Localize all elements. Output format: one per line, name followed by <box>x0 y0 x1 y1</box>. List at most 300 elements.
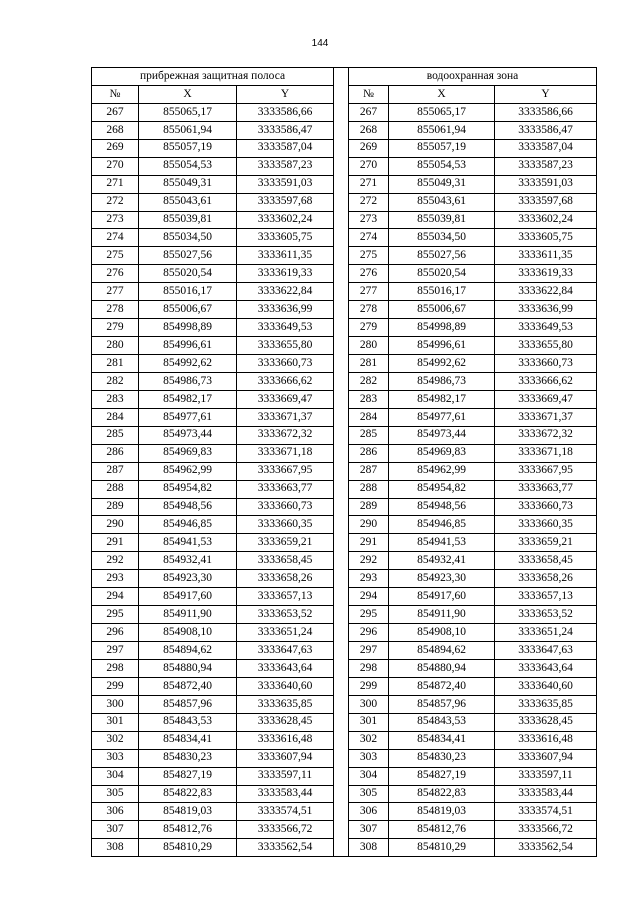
left-point-number: 273 <box>92 211 139 229</box>
column-gap <box>334 480 349 498</box>
left-x-coordinate: 854830,23 <box>139 749 237 767</box>
right-point-number: 280 <box>349 337 389 355</box>
right-point-number: 297 <box>349 642 389 660</box>
column-gap <box>334 785 349 803</box>
table-row <box>92 301 597 319</box>
left-y-coordinate: 3333607,94 <box>237 749 334 767</box>
right-point-number: 278 <box>349 301 389 319</box>
right-point-number: 282 <box>349 372 389 390</box>
right-point-number: 285 <box>349 426 389 444</box>
table-row <box>92 139 597 157</box>
right-x-coordinate: 855034,50 <box>389 229 495 247</box>
right-y-coordinate: 3333636,99 <box>495 301 597 319</box>
left-y-coordinate: 3333635,85 <box>237 695 334 713</box>
table-row <box>92 749 597 767</box>
left-y-coordinate: 3333640,60 <box>237 677 334 695</box>
right-x-coordinate: 854932,41 <box>389 552 495 570</box>
right-x-coordinate: 854908,10 <box>389 624 495 642</box>
right-x-coordinate: 854948,56 <box>389 498 495 516</box>
left-y-coordinate: 3333586,47 <box>237 121 334 139</box>
table-row <box>92 785 597 803</box>
table-row <box>92 247 597 265</box>
right-x-coordinate: 854992,62 <box>389 355 495 373</box>
right-point-number: 296 <box>349 624 389 642</box>
left-x-coordinate: 854812,76 <box>139 821 237 839</box>
left-point-number: 293 <box>92 570 139 588</box>
right-y-coordinate: 3333607,94 <box>495 749 597 767</box>
right-point-number: 300 <box>349 695 389 713</box>
left-point-number: 267 <box>92 103 139 121</box>
right-x-coordinate: 854982,17 <box>389 390 495 408</box>
right-x-coordinate: 855020,54 <box>389 265 495 283</box>
left-x-coordinate: 854911,90 <box>139 606 237 624</box>
right-point-number: 273 <box>349 211 389 229</box>
table-row <box>92 659 597 677</box>
left-point-number: 291 <box>92 534 139 552</box>
right-point-number: 272 <box>349 193 389 211</box>
left-point-number: 308 <box>92 839 139 857</box>
column-gap <box>334 121 349 139</box>
table-row <box>92 839 597 857</box>
right-y-coordinate: 3333562,54 <box>495 839 597 857</box>
right-x-coordinate: 854941,53 <box>389 534 495 552</box>
left-x-coordinate: 854834,41 <box>139 731 237 749</box>
right-y-coordinate: 3333658,45 <box>495 552 597 570</box>
left-point-number: 294 <box>92 588 139 606</box>
left-y-coordinate: 3333657,13 <box>237 588 334 606</box>
table-row <box>92 642 597 660</box>
left-x-coordinate: 854908,10 <box>139 624 237 642</box>
left-point-number: 268 <box>92 121 139 139</box>
left-x-coordinate: 854894,62 <box>139 642 237 660</box>
right-point-number: 267 <box>349 103 389 121</box>
table-row <box>92 462 597 480</box>
right-point-number: 284 <box>349 408 389 426</box>
left-y-coordinate: 3333591,03 <box>237 175 334 193</box>
left-y-coordinate: 3333628,45 <box>237 713 334 731</box>
right-y-coordinate: 3333651,24 <box>495 624 597 642</box>
left-x-coordinate: 854969,83 <box>139 444 237 462</box>
left-x-coordinate: 854992,62 <box>139 355 237 373</box>
left-y-coordinate: 3333616,48 <box>237 731 334 749</box>
right-x-coordinate: 855006,67 <box>389 301 495 319</box>
left-point-number: 305 <box>92 785 139 803</box>
left-point-number: 275 <box>92 247 139 265</box>
right-x-coordinate: 854819,03 <box>389 803 495 821</box>
table-row <box>92 534 597 552</box>
left-point-number: 289 <box>92 498 139 516</box>
table-row <box>92 265 597 283</box>
right-point-number: 283 <box>349 390 389 408</box>
table-row <box>92 498 597 516</box>
right-y-coordinate: 3333653,52 <box>495 606 597 624</box>
right-y-coordinate: 3333667,95 <box>495 462 597 480</box>
table-row <box>92 624 597 642</box>
right-point-number: 270 <box>349 157 389 175</box>
right-x-coordinate: 854998,89 <box>389 319 495 337</box>
column-gap <box>334 695 349 713</box>
table-row <box>92 731 597 749</box>
left-x-coordinate: 855016,17 <box>139 283 237 301</box>
right-point-number: 292 <box>349 552 389 570</box>
left-point-number: 271 <box>92 175 139 193</box>
left-x-coordinate: 854827,19 <box>139 767 237 785</box>
right-point-number: 303 <box>349 749 389 767</box>
table-row <box>92 193 597 211</box>
right-point-number: 305 <box>349 785 389 803</box>
right-x-coordinate: 854834,41 <box>389 731 495 749</box>
column-gap <box>334 516 349 534</box>
right-x-coordinate: 854969,83 <box>389 444 495 462</box>
left-y-coordinate: 3333583,44 <box>237 785 334 803</box>
left-section-title: прибрежная защитная полоса <box>92 68 334 86</box>
right-point-number: 307 <box>349 821 389 839</box>
left-y-coordinate: 3333619,33 <box>237 265 334 283</box>
right-section-title: водоохранная зона <box>349 68 597 86</box>
right-y-coordinate: 3333587,04 <box>495 139 597 157</box>
right-x-coordinate: 855049,31 <box>389 175 495 193</box>
coordinates-table <box>91 67 597 857</box>
left-point-number: 301 <box>92 713 139 731</box>
right-x-coordinate: 854857,96 <box>389 695 495 713</box>
column-gap <box>334 498 349 516</box>
left-point-number: 304 <box>92 767 139 785</box>
left-x-coordinate: 855061,94 <box>139 121 237 139</box>
left-y-coordinate: 3333658,45 <box>237 552 334 570</box>
right-y-coordinate: 3333671,37 <box>495 408 597 426</box>
table-row <box>92 372 597 390</box>
right-point-number: 294 <box>349 588 389 606</box>
left-y-coordinate: 3333659,21 <box>237 534 334 552</box>
left-x-coordinate: 855057,19 <box>139 139 237 157</box>
right-y-coordinate: 3333574,51 <box>495 803 597 821</box>
right-y-coordinate: 3333669,47 <box>495 390 597 408</box>
left-header-y: Y <box>237 85 334 103</box>
right-point-number: 299 <box>349 677 389 695</box>
table-row <box>92 408 597 426</box>
column-gap <box>334 139 349 157</box>
left-x-coordinate: 854973,44 <box>139 426 237 444</box>
left-x-coordinate: 854917,60 <box>139 588 237 606</box>
left-x-coordinate: 854986,73 <box>139 372 237 390</box>
right-y-coordinate: 3333622,84 <box>495 283 597 301</box>
column-gap <box>334 211 349 229</box>
right-y-coordinate: 3333587,23 <box>495 157 597 175</box>
right-x-coordinate: 854962,99 <box>389 462 495 480</box>
right-x-coordinate: 854894,62 <box>389 642 495 660</box>
right-point-number: 274 <box>349 229 389 247</box>
left-x-coordinate: 854819,03 <box>139 803 237 821</box>
left-point-number: 290 <box>92 516 139 534</box>
column-gap <box>334 265 349 283</box>
left-point-number: 296 <box>92 624 139 642</box>
left-y-coordinate: 3333611,35 <box>237 247 334 265</box>
column-gap <box>334 444 349 462</box>
right-x-coordinate: 854986,73 <box>389 372 495 390</box>
left-x-coordinate: 854946,85 <box>139 516 237 534</box>
column-gap <box>334 372 349 390</box>
left-x-coordinate: 854857,96 <box>139 695 237 713</box>
right-point-number: 301 <box>349 713 389 731</box>
right-point-number: 286 <box>349 444 389 462</box>
left-x-coordinate: 855065,17 <box>139 103 237 121</box>
left-y-coordinate: 3333669,47 <box>237 390 334 408</box>
right-point-number: 281 <box>349 355 389 373</box>
left-y-coordinate: 3333587,23 <box>237 157 334 175</box>
column-gap <box>334 767 349 785</box>
right-y-coordinate: 3333605,75 <box>495 229 597 247</box>
right-point-number: 275 <box>349 247 389 265</box>
right-y-coordinate: 3333671,18 <box>495 444 597 462</box>
left-point-number: 276 <box>92 265 139 283</box>
right-y-coordinate: 3333660,73 <box>495 355 597 373</box>
right-point-number: 290 <box>349 516 389 534</box>
column-gap <box>334 193 349 211</box>
left-x-coordinate: 854923,30 <box>139 570 237 588</box>
column-gap <box>334 713 349 731</box>
right-y-coordinate: 3333611,35 <box>495 247 597 265</box>
column-gap <box>334 103 349 121</box>
column-gap <box>334 408 349 426</box>
column-gap <box>334 749 349 767</box>
right-x-coordinate: 855061,94 <box>389 121 495 139</box>
left-x-coordinate: 855027,56 <box>139 247 237 265</box>
left-y-coordinate: 3333655,80 <box>237 337 334 355</box>
right-header-x: X <box>389 85 495 103</box>
right-x-coordinate: 854996,61 <box>389 337 495 355</box>
column-gap <box>334 337 349 355</box>
table-row <box>92 677 597 695</box>
table-row <box>92 713 597 731</box>
right-x-coordinate: 855065,17 <box>389 103 495 121</box>
left-x-coordinate: 854962,99 <box>139 462 237 480</box>
left-x-coordinate: 855020,54 <box>139 265 237 283</box>
left-x-coordinate: 854932,41 <box>139 552 237 570</box>
left-y-coordinate: 3333660,73 <box>237 498 334 516</box>
right-x-coordinate: 854827,19 <box>389 767 495 785</box>
table-row <box>92 803 597 821</box>
left-y-coordinate: 3333597,11 <box>237 767 334 785</box>
table-row <box>92 695 597 713</box>
right-y-coordinate: 3333660,35 <box>495 516 597 534</box>
column-gap <box>334 247 349 265</box>
column-gap <box>334 659 349 677</box>
right-point-number: 298 <box>349 659 389 677</box>
right-y-coordinate: 3333660,73 <box>495 498 597 516</box>
right-header-number: № <box>349 85 389 103</box>
right-x-coordinate: 854810,29 <box>389 839 495 857</box>
left-x-coordinate: 854941,53 <box>139 534 237 552</box>
left-x-coordinate: 854810,29 <box>139 839 237 857</box>
right-y-coordinate: 3333657,13 <box>495 588 597 606</box>
left-x-coordinate: 855039,81 <box>139 211 237 229</box>
right-y-coordinate: 3333655,80 <box>495 337 597 355</box>
left-x-coordinate: 854843,53 <box>139 713 237 731</box>
left-point-number: 307 <box>92 821 139 839</box>
right-x-coordinate: 855054,53 <box>389 157 495 175</box>
right-point-number: 304 <box>349 767 389 785</box>
right-x-coordinate: 854880,94 <box>389 659 495 677</box>
right-x-coordinate: 855039,81 <box>389 211 495 229</box>
left-x-coordinate: 854822,83 <box>139 785 237 803</box>
left-point-number: 278 <box>92 301 139 319</box>
column-gap <box>334 390 349 408</box>
column-gap <box>334 68 349 86</box>
right-point-number: 279 <box>349 319 389 337</box>
column-gap <box>334 462 349 480</box>
right-x-coordinate: 854977,61 <box>389 408 495 426</box>
table-row <box>92 211 597 229</box>
right-y-coordinate: 3333591,03 <box>495 175 597 193</box>
left-point-number: 281 <box>92 355 139 373</box>
right-x-coordinate: 854917,60 <box>389 588 495 606</box>
table-row <box>92 552 597 570</box>
left-point-number: 295 <box>92 606 139 624</box>
left-x-coordinate: 854880,94 <box>139 659 237 677</box>
left-y-coordinate: 3333653,52 <box>237 606 334 624</box>
table-row <box>92 480 597 498</box>
right-x-coordinate: 854822,83 <box>389 785 495 803</box>
right-y-coordinate: 3333635,85 <box>495 695 597 713</box>
column-gap <box>334 588 349 606</box>
left-point-number: 270 <box>92 157 139 175</box>
table-row <box>92 319 597 337</box>
left-point-number: 280 <box>92 337 139 355</box>
left-y-coordinate: 3333605,75 <box>237 229 334 247</box>
column-gap <box>334 677 349 695</box>
right-y-coordinate: 3333586,66 <box>495 103 597 121</box>
right-y-coordinate: 3333586,47 <box>495 121 597 139</box>
left-y-coordinate: 3333660,35 <box>237 516 334 534</box>
column-gap <box>334 175 349 193</box>
left-y-coordinate: 3333636,99 <box>237 301 334 319</box>
table-row <box>92 516 597 534</box>
left-y-coordinate: 3333647,63 <box>237 642 334 660</box>
column-gap <box>334 283 349 301</box>
left-point-number: 283 <box>92 390 139 408</box>
column-gap <box>334 229 349 247</box>
right-point-number: 302 <box>349 731 389 749</box>
table-row <box>92 588 597 606</box>
left-y-coordinate: 3333651,24 <box>237 624 334 642</box>
right-x-coordinate: 855043,61 <box>389 193 495 211</box>
left-x-coordinate: 854982,17 <box>139 390 237 408</box>
table-row <box>92 121 597 139</box>
right-point-number: 269 <box>349 139 389 157</box>
right-point-number: 293 <box>349 570 389 588</box>
left-x-coordinate: 854996,61 <box>139 337 237 355</box>
column-gap <box>334 552 349 570</box>
right-x-coordinate: 855016,17 <box>389 283 495 301</box>
left-point-number: 282 <box>92 372 139 390</box>
left-y-coordinate: 3333667,95 <box>237 462 334 480</box>
right-point-number: 287 <box>349 462 389 480</box>
table-row <box>92 767 597 785</box>
left-x-coordinate: 854954,82 <box>139 480 237 498</box>
right-y-coordinate: 3333658,26 <box>495 570 597 588</box>
left-y-coordinate: 3333663,77 <box>237 480 334 498</box>
left-header-x: X <box>139 85 237 103</box>
column-gap <box>334 642 349 660</box>
right-x-coordinate: 855057,19 <box>389 139 495 157</box>
left-point-number: 297 <box>92 642 139 660</box>
left-point-number: 274 <box>92 229 139 247</box>
right-x-coordinate: 854812,76 <box>389 821 495 839</box>
right-x-coordinate: 854954,82 <box>389 480 495 498</box>
column-gap <box>334 731 349 749</box>
left-y-coordinate: 3333602,24 <box>237 211 334 229</box>
right-point-number: 306 <box>349 803 389 821</box>
left-x-coordinate: 855054,53 <box>139 157 237 175</box>
left-y-coordinate: 3333587,04 <box>237 139 334 157</box>
right-y-coordinate: 3333659,21 <box>495 534 597 552</box>
column-gap <box>334 624 349 642</box>
column-gap <box>334 157 349 175</box>
table-row <box>92 606 597 624</box>
right-y-coordinate: 3333566,72 <box>495 821 597 839</box>
table-row <box>92 355 597 373</box>
section-title-row <box>92 68 597 86</box>
left-point-number: 287 <box>92 462 139 480</box>
right-y-coordinate: 3333602,24 <box>495 211 597 229</box>
table-row <box>92 821 597 839</box>
left-point-number: 286 <box>92 444 139 462</box>
column-gap <box>334 355 349 373</box>
table-row <box>92 157 597 175</box>
right-header-y: Y <box>495 85 597 103</box>
right-y-coordinate: 3333628,45 <box>495 713 597 731</box>
left-header-number: № <box>92 85 139 103</box>
left-x-coordinate: 854872,40 <box>139 677 237 695</box>
left-y-coordinate: 3333622,84 <box>237 283 334 301</box>
right-point-number: 277 <box>349 283 389 301</box>
right-y-coordinate: 3333663,77 <box>495 480 597 498</box>
table-row <box>92 283 597 301</box>
right-point-number: 271 <box>349 175 389 193</box>
left-y-coordinate: 3333574,51 <box>237 803 334 821</box>
column-gap <box>334 821 349 839</box>
column-gap <box>334 426 349 444</box>
left-y-coordinate: 3333566,72 <box>237 821 334 839</box>
left-point-number: 299 <box>92 677 139 695</box>
right-y-coordinate: 3333666,62 <box>495 372 597 390</box>
right-y-coordinate: 3333649,53 <box>495 319 597 337</box>
right-point-number: 289 <box>349 498 389 516</box>
left-x-coordinate: 854977,61 <box>139 408 237 426</box>
table-row <box>92 103 597 121</box>
column-gap <box>334 803 349 821</box>
left-y-coordinate: 3333597,68 <box>237 193 334 211</box>
table-row <box>92 337 597 355</box>
right-point-number: 291 <box>349 534 389 552</box>
column-gap <box>334 839 349 857</box>
left-point-number: 272 <box>92 193 139 211</box>
left-point-number: 288 <box>92 480 139 498</box>
column-gap <box>334 534 349 552</box>
right-y-coordinate: 3333597,11 <box>495 767 597 785</box>
table-row <box>92 444 597 462</box>
left-point-number: 269 <box>92 139 139 157</box>
left-point-number: 300 <box>92 695 139 713</box>
column-header-row <box>92 85 597 103</box>
table-row <box>92 229 597 247</box>
right-point-number: 308 <box>349 839 389 857</box>
right-y-coordinate: 3333640,60 <box>495 677 597 695</box>
right-point-number: 268 <box>349 121 389 139</box>
left-x-coordinate: 855049,31 <box>139 175 237 193</box>
right-y-coordinate: 3333616,48 <box>495 731 597 749</box>
left-x-coordinate: 855006,67 <box>139 301 237 319</box>
